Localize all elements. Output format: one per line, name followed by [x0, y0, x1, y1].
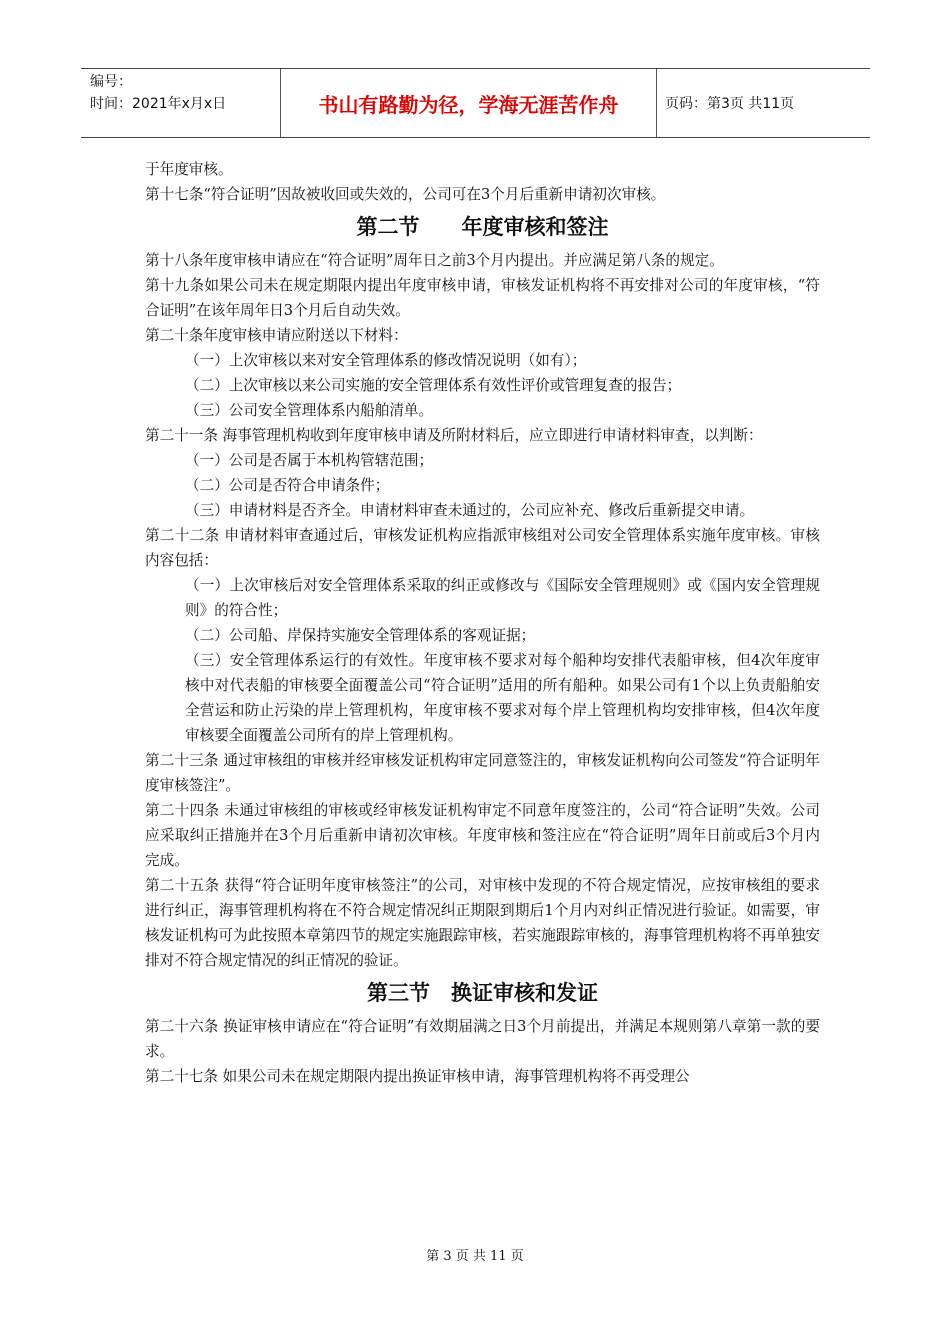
header-motto: 书山有路勤为径，学海无涯苦作舟 [281, 69, 657, 137]
paragraph: 第二十六条 换证审核申请应在“符合证明”有效期届满之日3个月前提出，并满足本规则第八章第一款的要求。 [145, 1018, 820, 1060]
document-body [145, 157, 820, 1089]
list-item: （二）公司是否符合申请条件； [185, 477, 390, 494]
list-item: （二）公司船、岸保持实施安全管理体系的客观证据； [185, 627, 536, 644]
list-item: （三）申请材料是否齐全。申请材料审查未通过的，公司应补充、修改后重新提交申请。 [185, 502, 755, 519]
page-footer: 第 3 页 共 11 页 [426, 1249, 524, 1264]
section-heading: 第三节 换证审核和发证 [367, 981, 598, 1005]
paragraph: 第二十条年度审核申请应附送以下材料： [145, 327, 408, 344]
document-date-label: 时间：2021年x月x日 [90, 96, 227, 112]
paragraph: 第十七条“符合证明”因故被收回或失效的，公司可在3个月后重新申请初次审核。 [145, 186, 666, 203]
header-info-cell [81, 69, 281, 137]
paragraph: 第二十三条 通过审核组的审核并经审核发证机构审定同意签注的，审核发证机构向公司签发“符合证明年度审核签注”。 [145, 752, 820, 794]
paragraph: 第二十七条 如果公司未在规定期限内提出换证审核申请，海事管理机构将不再受理公 [145, 1068, 690, 1085]
list-item: （三）公司安全管理体系内船舶清单。 [185, 402, 434, 419]
list-item: （一）上次审核后对安全管理体系采取的纠正或修改与《国际安全管理规则》或《国内安全管理规则》的符合性； [185, 577, 820, 619]
header-page-label: 页码：第3页 共11页 [665, 96, 795, 112]
document-number-label: 编号： [90, 74, 132, 90]
list-item: （三）安全管理体系运行的有效性。年度审核不要求对每个船种均安排代表船审核，但4次年度审核中对代表船的审核要全面覆盖公司“符合证明”适用的所有船种。如果公司有1个以上负责船舶安全营运和防止污染的岸上管理机构，年度审核不要求对每个岸上管理机构均安排审核，但4次年度审核要全面覆盖公司所有的岸上管理机构。 [185, 652, 820, 744]
section-heading: 第二节 年度审核和签注 [356, 215, 609, 239]
list-item: （一）公司是否属于本机构管辖范围； [185, 452, 434, 469]
paragraph: 第二十四条 未通过审核组的审核或经审核发证机构审定不同意年度签注的，公司“符合证明”失效。公司应采取纠正措施并在3个月后重新申请初次审核。年度审核和签注应在“符合证明”周年日前或后3个月内完成。 [145, 802, 820, 869]
paragraph: 于年度审核。 [145, 161, 233, 178]
list-item: （一）上次审核以来对安全管理体系的修改情况说明（如有）； [185, 352, 587, 369]
list-item: （二）上次审核以来公司实施的安全管理体系有效性评价或管理复查的报告； [185, 377, 682, 394]
paragraph: 第二十五条 获得“符合证明年度审核签注”的公司，对审核中发现的不符合规定情况，应按审核组的要求进行纠正，海事管理机构将在不符合规定情况纠正期限到期后1个月内对纠正情况进行验证。如需要，审核发证机构可为此按照本章第四节的规定实施跟踪审核，若实施跟踪审核的，海事管理机构将不再单独安排对不符合规定情况的纠正情况的验证。 [145, 877, 820, 969]
paragraph: 第二十一条 海事管理机构收到年度审核申请及所附材料后，应立即进行申请材料审查，以判断： [145, 427, 763, 444]
paragraph: 第十八条年度审核申请应在“符合证明”周年日之前3个月内提出。并应满足第八条的规定。 [145, 252, 724, 269]
page-header [81, 68, 870, 138]
paragraph: 第十九条如果公司未在规定期限内提出年度审核申请，审核发证机构将不再安排对公司的年度审核，“符合证明”在该年周年日3个月后自动失效。 [145, 277, 820, 319]
paragraph: 第二十二条 申请材料审查通过后，审核发证机构应指派审核组对公司安全管理体系实施年度审核。审核内容包括： [145, 527, 820, 569]
